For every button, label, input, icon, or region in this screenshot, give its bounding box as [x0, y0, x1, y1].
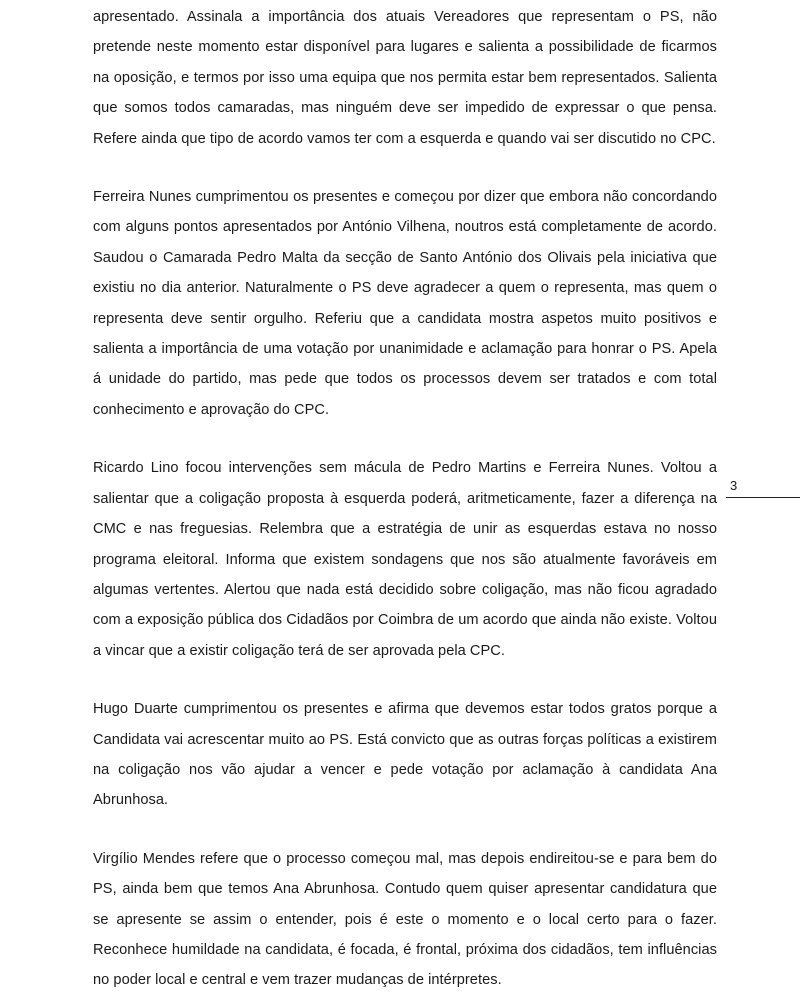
page-number: 3	[730, 478, 738, 493]
paragraph-hugo-duarte: Hugo Duarte cumprimentou os presentes e afirma que devemos estar todos gratos porque a Candidata vai acrescentar muito ao PS. Está convicto que as outras forças políticas a existirem na coligação nos vão ajudar a vencer e pede votação por aclamação à candidata Ana Abrunhosa.	[93, 701, 717, 809]
paragraph-virgilio-mendes: Virgílio Mendes refere que o processo começou mal, mas depois endireitou-se e para bem do PS, ainda bem que temos Ana Abrunhosa. Contudo quem quiser apresentar candidatura que se apresente se assim o entender, pois é este o momento e o local certo para o fazer. Reconhece humildade na candidata, é focada, é frontal, próxima dos cidadãos, tem influências no poder local e central e vem trazer mudanças de intérpretes.	[93, 850, 717, 989]
paragraph-ricardo-lino: Ricardo Lino focou intervenções sem mácula de Pedro Martins e Ferreira Nunes. Voltou a salientar que a coligação proposta à esquerda poderá, aritmeticamente, fazer a diferença na CMC e nas freguesias. Relembra que a estratégia de unir as esquerdas estava no nosso programa eleitoral. Informa que existem sondagens que nos são atualmente favoráveis em algumas vertentes. Alertou que nada está decidido sobre coligação, mas não ficou agradado com a exposição pública dos Cidadãos por Coimbra de um acordo que ainda não existe. Voltou a vincar que a existir coligação terá de ser aprovada pela CPC.	[93, 460, 717, 659]
paragraph-ferreira-nunes: Ferreira Nunes cumprimentou os presentes e começou por dizer que embora não concordando com alguns pontos apresentados por António Vilhena, noutros está completamente de acordo. Saudou o Camarada Pedro Malta da secção de Santo António dos Olivais pela iniciativa que existiu no dia anterior. Naturalmente o PS deve agradecer a quem o representa, mas quem o representa deve sentir orgulho. Referiu que a candidata mostra aspetos muito positivos e salienta a importância de uma votação por unanimidade e aclamação para honrar o PS. Apela á unidade do partido, mas pede que todos os processos devem ser tratados e com total conhecimento e aprovação do CPC.	[93, 189, 717, 418]
page-number-rule	[726, 497, 800, 498]
paragraph-antonio-vilhena-end: apresentado. Assinala a importância dos atuais Vereadores que representam o PS, não pretende neste momento estar disponível para lugares e salienta a possibilidade de ficarmos na oposição, e termos por isso uma equipa que nos permita estar bem representados. Salienta que somos todos camaradas, mas ninguém deve ser impedido de expressar o que pensa. Refere ainda que tipo de acordo vamos ter com a esquerda e quando vai ser discutido no CPC.	[93, 9, 717, 147]
document-page	[93, 0, 717, 996]
